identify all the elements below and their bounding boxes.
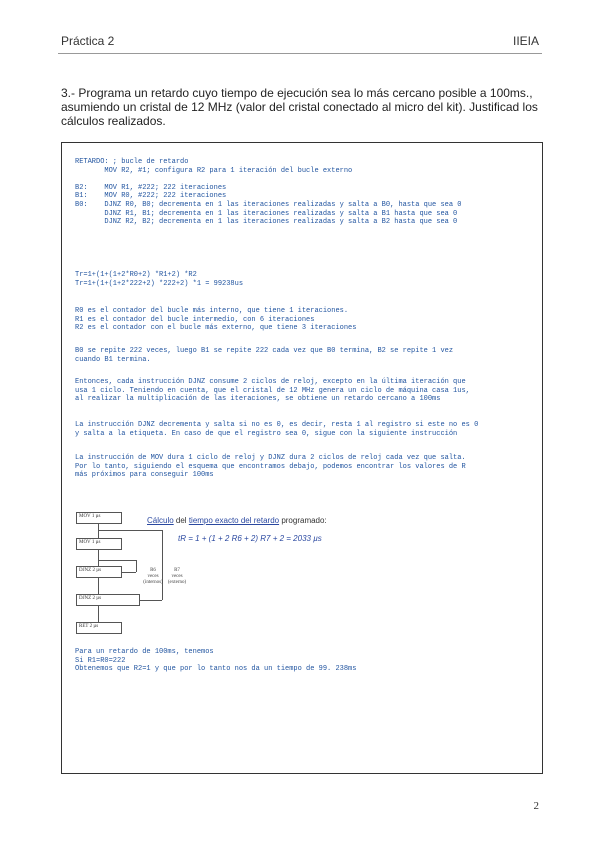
calc-title-text: del <box>173 516 189 525</box>
code-line: B0: DJNZ R0, B0; decrementa en 1 las iteraciones realizadas y salta a B0, hasta que sea 0 <box>75 200 462 209</box>
calc-title-link: tiempo exacto del retardo <box>188 516 280 525</box>
code-line: RETARDO: ; bucle de retardo <box>75 158 189 166</box>
diagram-loop-r7: R7 veces (externo) <box>167 568 187 585</box>
code-line: Tr=1+(1+(1+2*222+2) *222+2) *1 = 99238us <box>75 279 244 288</box>
diagram-box-djnz-1: DJNZ 2 µs <box>76 566 122 578</box>
code-line: y salta a la etiqueta. En caso de que el registro sea 0, sigue con la siguiente instrucción <box>75 429 458 438</box>
code-line: Por lo tanto, siguiendo el esquema que encontramos debajo, podemos encontrar los valores de R <box>75 462 466 471</box>
code-line: B0 se repite 222 veces, luego B1 se repite 222 cada vez que B0 termina, B2 se repite 1 vez <box>75 347 454 355</box>
code-line: R0 es el contador del bucle más interno, que tiene 1 iteraciones. <box>75 307 349 315</box>
code-line: B2: MOV R1, #222; 222 iteraciones <box>75 183 227 192</box>
code-line: MOV R2, #1; configura R2 para 1 iteración del bucle externo <box>75 166 353 175</box>
diagram-loop-line <box>162 530 163 600</box>
code-line: Tr=1+(1+(1+2*R0+2) *R1+2) *R2 <box>75 271 197 279</box>
code-block-formula <box>75 271 243 288</box>
calc-title-suffix: programado: <box>279 516 327 525</box>
code-line: La instrucción de MOV dura 1 ciclo de reloj y DJNZ dura 2 ciclos de reloj cada vez que salta. <box>75 454 466 462</box>
code-block-djnz <box>75 421 478 438</box>
code-line: DJNZ R2, B2; decrementa en 1 las iteraciones realizadas y salta a B2 hasta que sea 0 <box>75 218 458 227</box>
code-block-loop <box>75 158 461 227</box>
diagram-box-djnz-2: DJNZ 2 µs <box>76 594 140 606</box>
diagram-loop-line <box>140 600 162 601</box>
diagram-box-mov-2: MOV 1 µs <box>76 538 122 550</box>
code-block-mov <box>75 454 466 480</box>
code-line: DJNZ R1, B1; decrementa en 1 las iteraciones realizadas y salta a B1 hasta que sea 0 <box>75 209 458 218</box>
code-block-result <box>75 648 356 674</box>
page-number: 2 <box>533 800 539 812</box>
code-line: B1: MOV R0, #222; 222 iteraciones <box>75 192 227 201</box>
code-line: Si R1=R0=222 <box>75 656 126 665</box>
diagram-connector <box>98 578 99 594</box>
code-block-repeats <box>75 347 453 364</box>
diagram-loop-r6: R6 veces (internos) <box>143 568 163 585</box>
calc-title-word: Cálculo <box>147 516 174 525</box>
calc-title <box>147 516 327 525</box>
code-line: R1 es el contador del bucle intermedio, con 6 iteraciones <box>75 315 315 324</box>
code-line: R2 es el contador con el bucle más externo, que tiene 3 iteraciones <box>75 324 357 333</box>
code-line: La instrucción DJNZ decrementa y salta si no es 0, es decir, resta 1 al registro si este no es 0 <box>75 421 479 429</box>
code-line: al realizar la multiplicación de las iteraciones, se obtiene un retardo cercano a 100ms <box>75 395 441 404</box>
code-line: usa 1 ciclo. Teniendo en cuenta, que el cristal de 12 MHz genera un ciclo de máquina casa 1us, <box>75 386 470 395</box>
header-right: IIEIA <box>512 34 539 48</box>
header-left: Práctica 2 <box>61 34 115 48</box>
diagram-loop-line <box>122 572 136 573</box>
calc-formula: tR = 1 + (1 + 2 R6 + 2) R7 + 2 = 2033 µs <box>178 534 322 543</box>
question-text: 3.- Programa un retardo cuyo tiempo de ejecución sea lo más cercano posible a 100ms., asumiendo un cristal de 12 MHz (valor del cristal conectado al micro del kit). Justificad los cálculos realizados. <box>61 86 538 128</box>
code-line: cuando B1 termina. <box>75 355 151 364</box>
diagram-box-mov-1: MOV 1 µs <box>76 512 122 524</box>
diagram-loop-line <box>136 560 137 572</box>
diagram-connector <box>98 606 99 622</box>
code-line: Obtenemos que R2=1 y que por lo tanto nos da un tiempo de 99. 238ms <box>75 665 357 674</box>
code-line: Para un retardo de 100ms, tenemos <box>75 648 214 656</box>
diagram-connector <box>98 524 99 538</box>
code-block-registers <box>75 307 356 333</box>
diagram-box-ret: RET 2 µs <box>76 622 122 634</box>
code-line: más próximos para conseguir 100ms <box>75 471 214 480</box>
header-divider <box>58 53 542 54</box>
code-line: Entonces, cada instrucción DJNZ consume 2 ciclos de reloj, excepto en la última iteración que <box>75 378 466 386</box>
diagram-connector <box>98 550 99 566</box>
diagram-loop-line <box>98 560 136 561</box>
code-block-cycles <box>75 378 470 404</box>
diagram-loop-line <box>98 530 162 531</box>
